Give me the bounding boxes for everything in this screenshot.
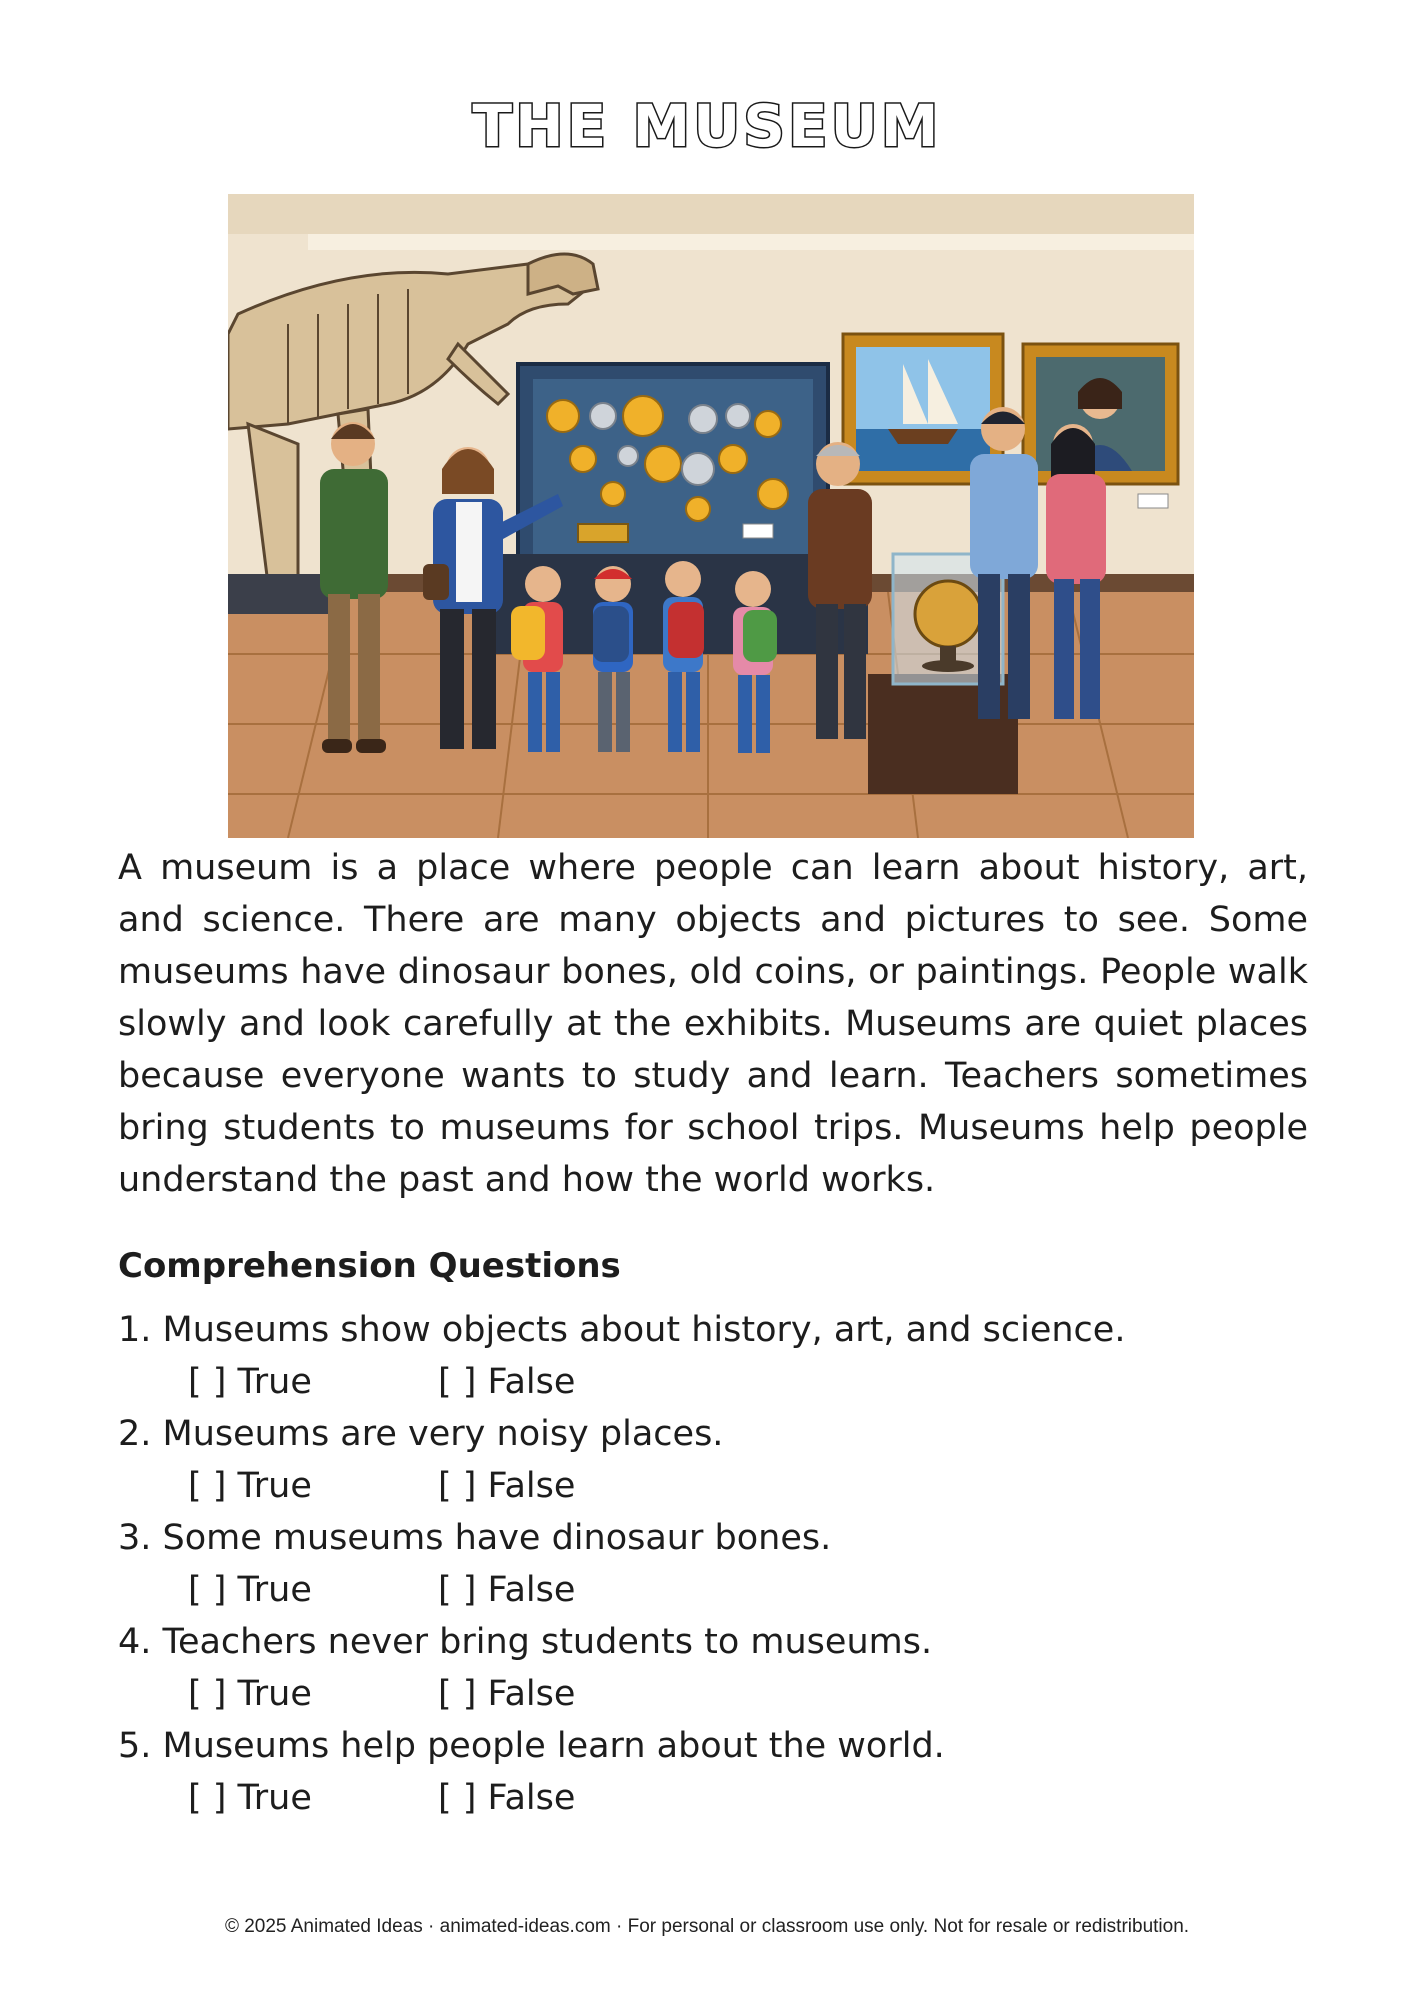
false-checkbox[interactable]: [ ] False <box>438 1362 576 1402</box>
true-checkbox[interactable]: [ ] True <box>188 1778 312 1818</box>
question-text: 4. Teachers never bring students to museums. <box>118 1622 933 1662</box>
false-checkbox[interactable]: [ ] False <box>438 1778 576 1818</box>
portrait-painting <box>1023 344 1178 484</box>
question-item <box>118 1512 1308 1616</box>
true-checkbox[interactable]: [ ] True <box>188 1570 312 1610</box>
question-text: 3. Some museums have dinosaur bones. <box>118 1518 832 1558</box>
true-checkbox[interactable]: [ ] True <box>188 1466 312 1506</box>
question-text: 2. Museums are very noisy places. <box>118 1414 724 1454</box>
museum-illustration <box>228 194 1194 838</box>
worksheet-title: THE MUSEUM <box>472 92 942 160</box>
false-checkbox[interactable]: [ ] False <box>438 1466 576 1506</box>
true-checkbox[interactable]: [ ] True <box>188 1362 312 1402</box>
false-checkbox[interactable]: [ ] False <box>438 1674 576 1714</box>
question-item <box>118 1408 1308 1512</box>
question-text: 5. Museums help people learn about the world. <box>118 1726 945 1766</box>
question-item <box>118 1616 1308 1720</box>
question-item <box>118 1720 1308 1824</box>
copyright-footer: © 2025 Animated Ideas · animated-ideas.com · For personal or classroom use only. Not for resale or redistribution. <box>224 1916 1190 1937</box>
true-checkbox[interactable]: [ ] True <box>188 1674 312 1714</box>
questions-list <box>118 1304 1308 1824</box>
reading-passage: A museum is a place where people can learn about history, art, and science. There are many objects and pictures to see. Some museums have dinosaur bones, old coins, or paintings. People walk slowly and look carefully at the exhibits. Museums are quiet places because everyone wants to study and learn. Teachers sometimes bring students to museums for school trips. Museums help people understand the past and how the world works. <box>118 848 1308 1200</box>
false-checkbox[interactable]: [ ] False <box>438 1570 576 1610</box>
question-item <box>118 1304 1308 1408</box>
question-text: 1. Museums show objects about history, art, and science. <box>118 1310 1126 1350</box>
questions-heading: Comprehension Questions <box>118 1246 621 1286</box>
